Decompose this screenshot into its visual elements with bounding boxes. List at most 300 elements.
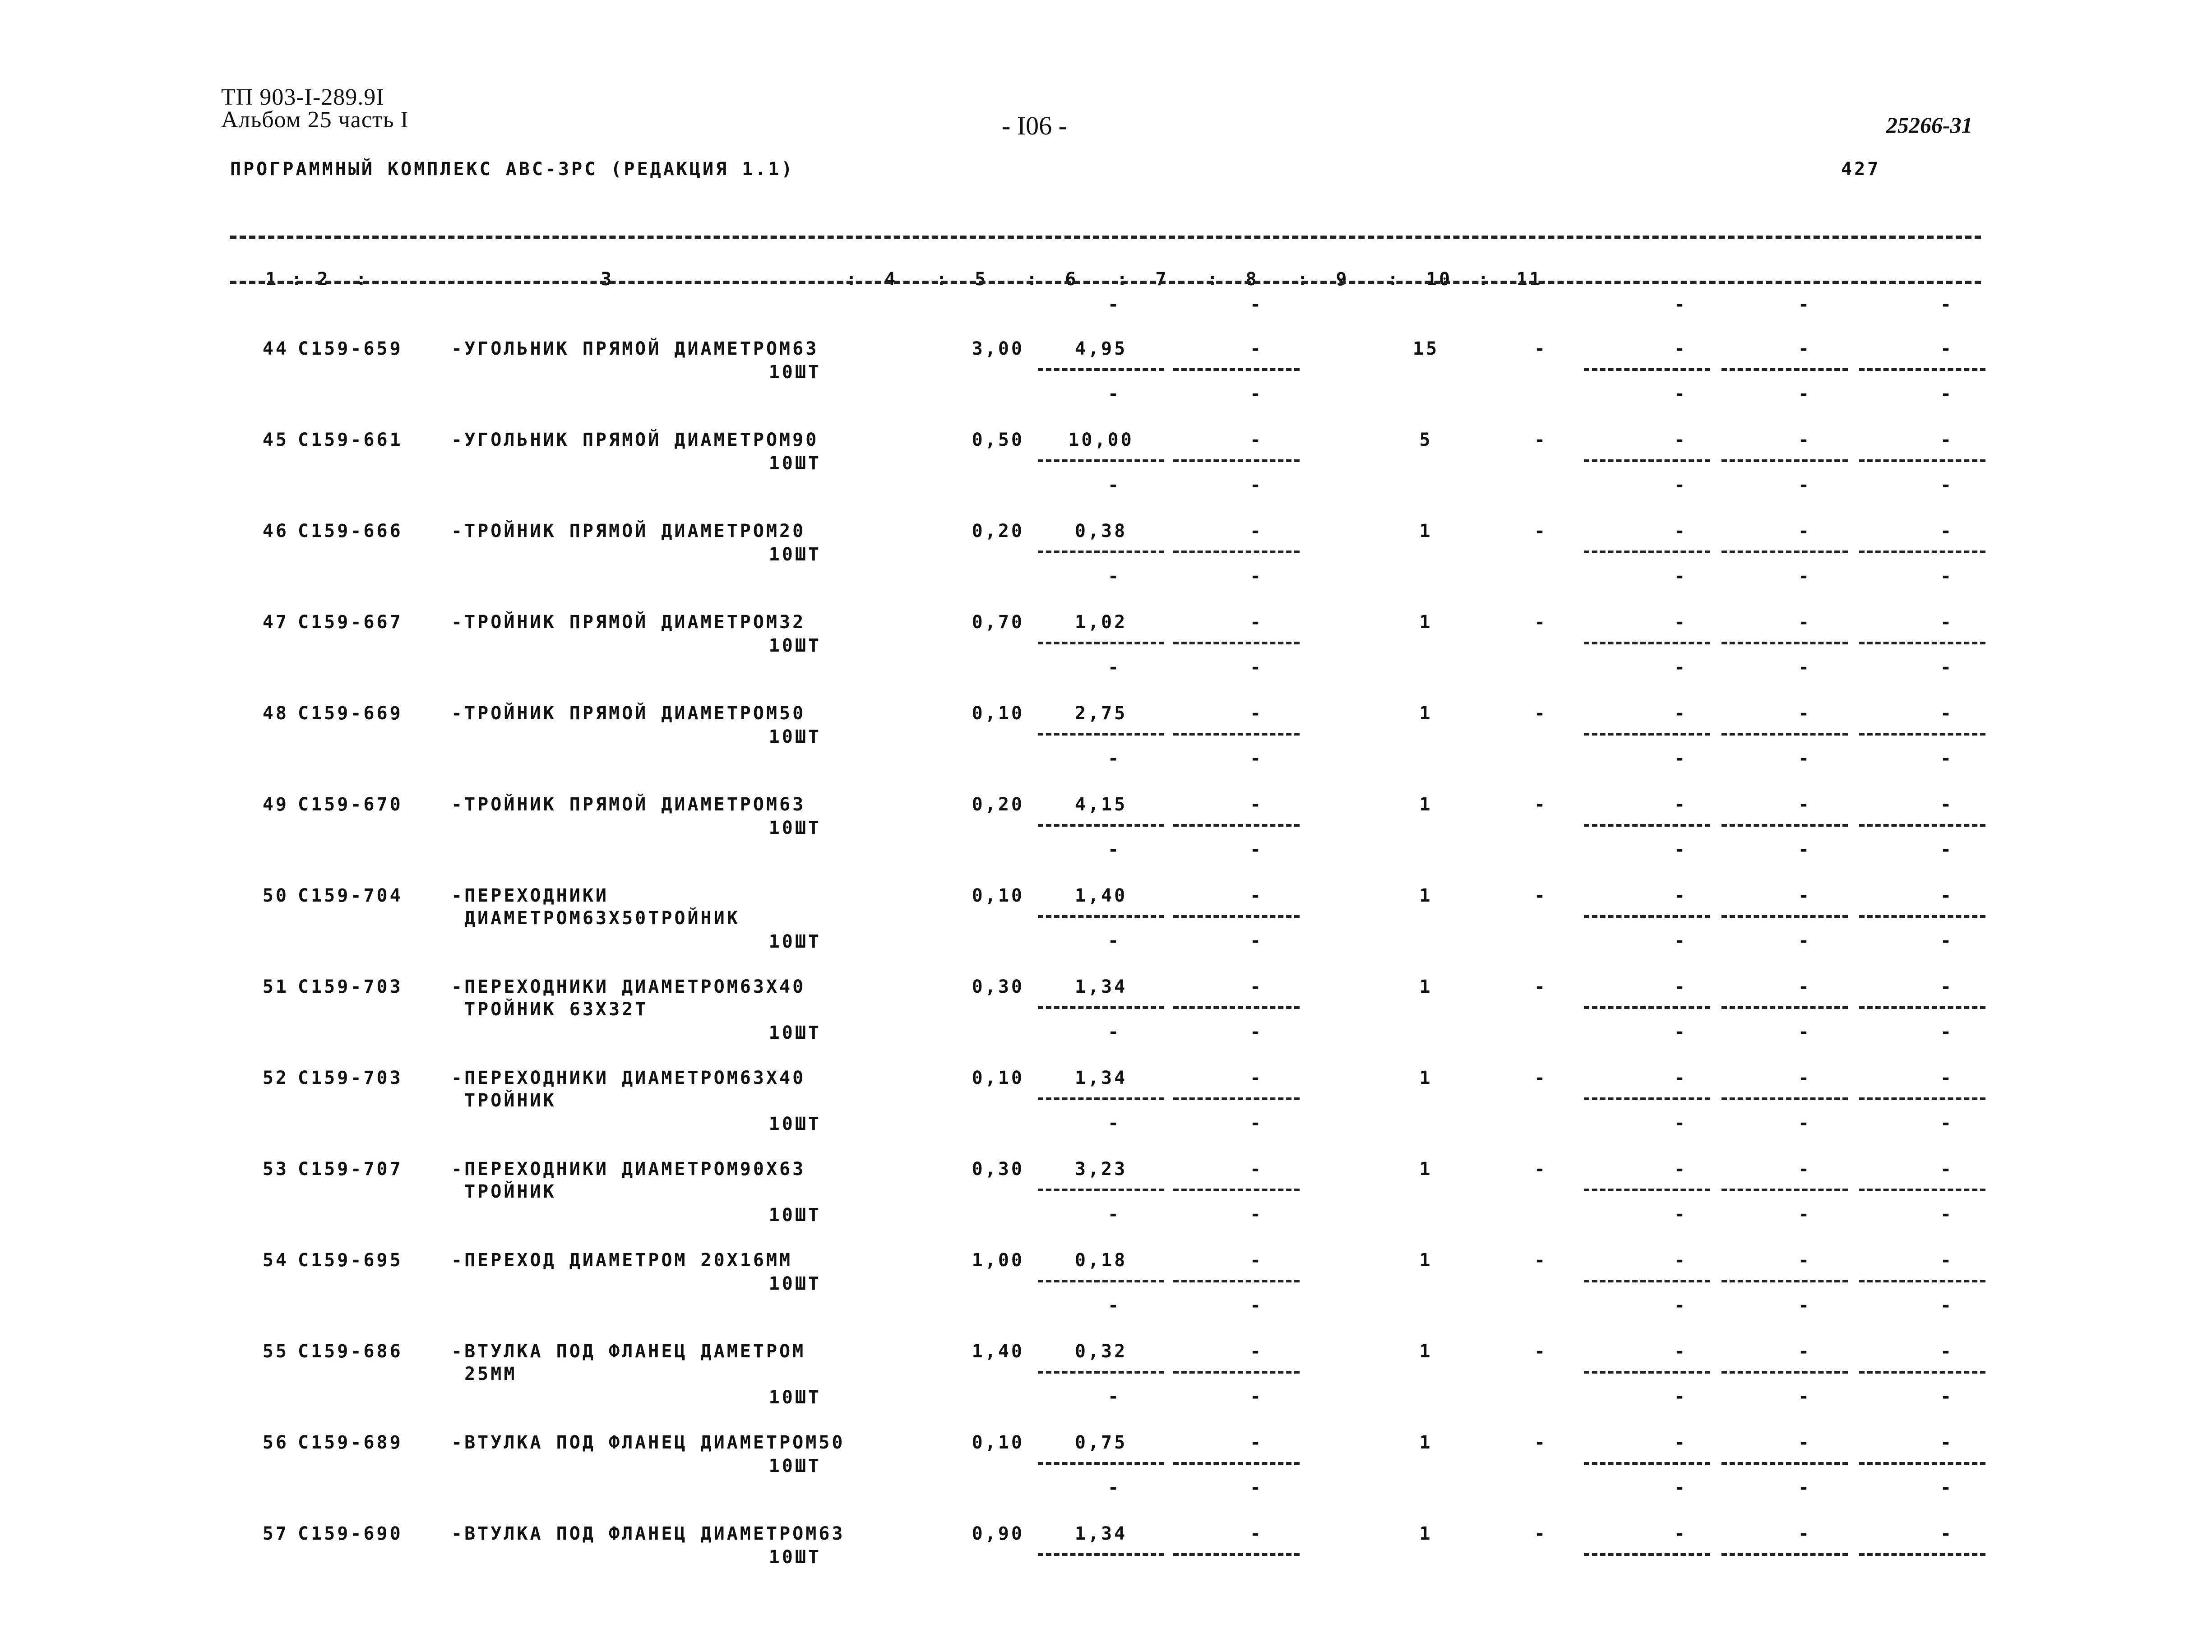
row-dash: - xyxy=(1674,1250,1685,1271)
row-unit: 10ШТ xyxy=(768,727,821,747)
row-subdash: - xyxy=(1250,839,1261,860)
row-dash: - xyxy=(1674,1523,1685,1544)
row-code: С159-666 xyxy=(298,521,403,541)
row-separator xyxy=(1584,1280,1710,1282)
row-code: С159-695 xyxy=(298,1250,403,1271)
row-dash: - xyxy=(1940,338,1952,359)
row-dash: - xyxy=(1674,1159,1685,1180)
row-subdash: - xyxy=(1250,1204,1261,1225)
row-dash: - xyxy=(1940,1341,1952,1362)
row-separator xyxy=(1173,459,1300,462)
row-unit: 10ШТ xyxy=(768,1205,821,1226)
row-dash: - xyxy=(1798,1432,1809,1453)
row-number: 45 xyxy=(262,430,289,450)
row-name: -УГОЛЬНИК ПРЯМОЙ ДИАМЕТРОМ63 xyxy=(451,338,819,359)
row-col5: 0,75 xyxy=(1074,1432,1128,1453)
row-col7: 1 xyxy=(1419,1250,1433,1271)
row-subdash: - xyxy=(1674,1295,1685,1316)
carry-dash: - xyxy=(1250,294,1261,315)
carry-dash: - xyxy=(1108,294,1119,315)
carry-dash: - xyxy=(1674,294,1685,315)
row-subdash: - xyxy=(1798,475,1809,495)
row-col7: 1 xyxy=(1419,1432,1433,1453)
row-code: С159-659 xyxy=(298,338,403,359)
row-separator xyxy=(1721,551,1848,553)
row-name: -ТРОЙНИК ПРЯМОЙ ДИАМЕТРОМ32 xyxy=(451,612,806,633)
row-subdash: - xyxy=(1108,657,1119,678)
row-name: -ВТУЛКА ПОД ФЛАНЕЦ ДИАМЕТРОМ63 xyxy=(451,1523,845,1544)
row-separator xyxy=(1721,1462,1848,1465)
row-unit: 10ШТ xyxy=(768,931,821,952)
row-name: -УГОЛЬНИК ПРЯМОЙ ДИАМЕТРОМ90 xyxy=(451,430,819,450)
header-rule-top xyxy=(230,236,1981,239)
row-subdash: - xyxy=(1250,1477,1261,1498)
row-dash: - xyxy=(1534,1068,1546,1088)
row-subdash: - xyxy=(1674,475,1685,495)
document-number: 25266-31 xyxy=(1886,112,1973,138)
row-unit: 10ШТ xyxy=(768,1114,821,1134)
row-dash: - xyxy=(1250,794,1261,815)
row-separator xyxy=(1859,1006,1985,1009)
row-unit: 10ШТ xyxy=(768,1023,821,1043)
row-separator xyxy=(1584,1189,1710,1191)
row-separator xyxy=(1038,733,1164,736)
row-col5: 1,34 xyxy=(1074,1523,1128,1544)
row-dash: - xyxy=(1534,430,1546,450)
row-subdash: - xyxy=(1674,839,1685,860)
row-separator xyxy=(1859,368,1985,371)
row-col7: 1 xyxy=(1419,703,1433,724)
row-dash: - xyxy=(1250,430,1261,450)
row-separator xyxy=(1173,1097,1300,1100)
row-subdash: - xyxy=(1798,566,1809,587)
row-number: 56 xyxy=(262,1432,289,1453)
row-number: 49 xyxy=(262,794,289,815)
row-separator xyxy=(1038,551,1164,553)
row-separator xyxy=(1173,1280,1300,1282)
row-col7: 1 xyxy=(1419,976,1433,997)
row-dash: - xyxy=(1798,521,1809,541)
row-dash: - xyxy=(1674,885,1685,906)
row-code: С159-667 xyxy=(298,612,403,633)
row-dash: - xyxy=(1250,703,1261,724)
row-subdash: - xyxy=(1250,930,1261,951)
row-col5: 1,02 xyxy=(1074,612,1128,633)
row-unit: 10ШТ xyxy=(768,1387,821,1408)
row-subdash: - xyxy=(1940,384,1952,404)
row-subdash: - xyxy=(1108,930,1119,951)
row-separator xyxy=(1038,642,1164,644)
row-separator xyxy=(1584,1553,1710,1556)
row-col4: 1,00 xyxy=(972,1250,1024,1271)
row-col4: 3,00 xyxy=(972,338,1024,359)
row-separator xyxy=(1038,1462,1164,1465)
row-number: 57 xyxy=(262,1523,289,1544)
row-col7: 1 xyxy=(1419,1341,1433,1362)
row-name: -ТРОЙНИК ПРЯМОЙ ДИАМЕТРОМ63 xyxy=(451,794,806,815)
row-subdash: - xyxy=(1674,1204,1685,1225)
row-dash: - xyxy=(1534,885,1546,906)
row-subdash: - xyxy=(1798,1113,1809,1134)
row-subdash: - xyxy=(1108,566,1119,587)
row-dash: - xyxy=(1250,1432,1261,1453)
row-dash: - xyxy=(1534,976,1546,997)
row-separator xyxy=(1038,1371,1164,1374)
row-separator xyxy=(1038,1189,1164,1191)
row-separator xyxy=(1721,642,1848,644)
row-name-cont: ТРОЙНИК xyxy=(451,1181,556,1202)
row-code: С159-690 xyxy=(298,1523,403,1544)
row-subdash: - xyxy=(1108,1295,1119,1316)
row-subdash: - xyxy=(1674,748,1685,769)
row-separator xyxy=(1038,1280,1164,1282)
row-separator xyxy=(1721,459,1848,462)
row-subdash: - xyxy=(1798,1204,1809,1225)
row-dash: - xyxy=(1940,976,1952,997)
row-dash: - xyxy=(1798,338,1809,359)
row-name: -ПЕРЕХОДНИКИ ДИАМЕТРОМ90Х63 xyxy=(451,1159,806,1180)
row-col4: 0,70 xyxy=(972,612,1024,633)
row-col7: 5 xyxy=(1419,430,1433,450)
row-dash: - xyxy=(1940,430,1952,450)
row-separator xyxy=(1721,915,1848,918)
row-name-cont: ТРОЙНИК 63Х32Т xyxy=(451,999,648,1020)
row-unit: 10ШТ xyxy=(768,1456,821,1476)
row-col5: 1,34 xyxy=(1074,1068,1128,1088)
row-separator xyxy=(1584,1462,1710,1465)
row-col7: 1 xyxy=(1419,794,1433,815)
row-subdash: - xyxy=(1940,839,1952,860)
row-separator xyxy=(1859,1097,1985,1100)
row-separator xyxy=(1038,368,1164,371)
row-col4: 0,30 xyxy=(972,1159,1024,1180)
row-col4: 0,30 xyxy=(972,976,1024,997)
row-separator xyxy=(1859,551,1985,553)
row-number: 50 xyxy=(262,885,289,906)
row-col4: 0,20 xyxy=(972,521,1024,541)
row-dash: - xyxy=(1798,612,1809,633)
row-name: -ПЕРЕХОДНИКИ ДИАМЕТРОМ63Х40 xyxy=(451,976,806,997)
row-name: -ВТУЛКА ПОД ФЛАНЕЦ ДАМЕТРОМ xyxy=(451,1341,806,1362)
row-dash: - xyxy=(1674,338,1685,359)
row-dash: - xyxy=(1674,521,1685,541)
row-dash: - xyxy=(1250,612,1261,633)
row-number: 55 xyxy=(262,1341,289,1362)
row-dash: - xyxy=(1674,703,1685,724)
row-dash: - xyxy=(1798,1341,1809,1362)
row-subdash: - xyxy=(1940,657,1952,678)
row-subdash: - xyxy=(1674,1022,1685,1042)
row-separator xyxy=(1721,733,1848,736)
row-code: С159-703 xyxy=(298,976,403,997)
row-subdash: - xyxy=(1674,930,1685,951)
row-col5: 3,23 xyxy=(1074,1159,1128,1180)
row-dash: - xyxy=(1798,885,1809,906)
row-subdash: - xyxy=(1108,1113,1119,1134)
row-subdash: - xyxy=(1798,1477,1809,1498)
row-number: 46 xyxy=(262,521,289,541)
row-dash: - xyxy=(1798,794,1809,815)
row-subdash: - xyxy=(1940,748,1952,769)
row-name-cont: ТРОЙНИК xyxy=(451,1090,556,1111)
row-dash: - xyxy=(1250,1250,1261,1271)
row-subdash: - xyxy=(1674,566,1685,587)
row-dash: - xyxy=(1798,430,1809,450)
row-separator xyxy=(1173,368,1300,371)
row-dash: - xyxy=(1250,521,1261,541)
row-name: -ТРОЙНИК ПРЯМОЙ ДИАМЕТРОМ20 xyxy=(451,521,806,541)
row-code: С159-661 xyxy=(298,430,403,450)
row-dash: - xyxy=(1534,521,1546,541)
row-subdash: - xyxy=(1940,1204,1952,1225)
row-unit: 10ШТ xyxy=(768,635,821,656)
row-name: -ВТУЛКА ПОД ФЛАНЕЦ ДИАМЕТРОМ50 xyxy=(451,1432,845,1453)
row-col7: 1 xyxy=(1419,612,1433,633)
row-dash: - xyxy=(1674,794,1685,815)
row-separator xyxy=(1859,1462,1985,1465)
row-separator xyxy=(1584,459,1710,462)
row-subdash: - xyxy=(1108,748,1119,769)
row-col5: 1,40 xyxy=(1074,885,1128,906)
row-dash: - xyxy=(1534,1341,1546,1362)
row-separator xyxy=(1584,1006,1710,1009)
row-col5: 4,95 xyxy=(1074,338,1128,359)
row-separator xyxy=(1859,915,1985,918)
row-col7: 15 xyxy=(1412,338,1439,359)
row-separator xyxy=(1859,1371,1985,1374)
row-col7: 1 xyxy=(1419,1068,1433,1088)
row-code: С159-704 xyxy=(298,885,403,906)
row-dash: - xyxy=(1940,1068,1952,1088)
row-dash: - xyxy=(1940,1523,1952,1544)
row-separator xyxy=(1038,1553,1164,1556)
row-subdash: - xyxy=(1940,1295,1952,1316)
row-dash: - xyxy=(1250,1159,1261,1180)
row-col4: 0,10 xyxy=(972,703,1024,724)
row-dash: - xyxy=(1940,794,1952,815)
row-subdash: - xyxy=(1108,839,1119,860)
row-dash: - xyxy=(1250,976,1261,997)
row-subdash: - xyxy=(1940,930,1952,951)
row-separator xyxy=(1173,915,1300,918)
row-subdash: - xyxy=(1674,1477,1685,1498)
row-dash: - xyxy=(1940,1432,1952,1453)
row-separator xyxy=(1584,1097,1710,1100)
row-separator xyxy=(1584,368,1710,371)
row-col5: 1,34 xyxy=(1074,976,1128,997)
row-separator xyxy=(1173,1553,1300,1556)
row-col5: 4,15 xyxy=(1074,794,1128,815)
row-dash: - xyxy=(1534,703,1546,724)
row-subdash: - xyxy=(1674,384,1685,404)
row-dash: - xyxy=(1534,612,1546,633)
row-number: 54 xyxy=(262,1250,289,1271)
row-dash: - xyxy=(1940,612,1952,633)
row-subdash: - xyxy=(1108,1477,1119,1498)
row-number: 47 xyxy=(262,612,289,633)
row-subdash: - xyxy=(1250,1113,1261,1134)
row-code: С159-686 xyxy=(298,1341,403,1362)
row-subdash: - xyxy=(1798,1386,1809,1407)
row-dash: - xyxy=(1674,976,1685,997)
program-title: ПРОГРАММНЫЙ КОМПЛЕКС АВС-3РС (РЕДАКЦИЯ 1.1) xyxy=(230,159,795,180)
row-subdash: - xyxy=(1250,384,1261,404)
row-dash: - xyxy=(1798,1068,1809,1088)
row-unit: 10ШТ xyxy=(768,1273,821,1294)
row-dash: - xyxy=(1534,794,1546,815)
row-dash: - xyxy=(1534,1159,1546,1180)
row-number: 53 xyxy=(262,1159,289,1180)
row-col5: 0,38 xyxy=(1074,521,1128,541)
row-col7: 1 xyxy=(1419,521,1433,541)
row-subdash: - xyxy=(1250,657,1261,678)
row-subdash: - xyxy=(1108,1386,1119,1407)
row-code: С159-670 xyxy=(298,794,403,815)
row-subdash: - xyxy=(1250,566,1261,587)
row-dash: - xyxy=(1798,1159,1809,1180)
row-subdash: - xyxy=(1940,1477,1952,1498)
row-subdash: - xyxy=(1250,1022,1261,1042)
row-separator xyxy=(1584,915,1710,918)
row-separator xyxy=(1859,1280,1985,1282)
row-separator xyxy=(1584,1371,1710,1374)
row-separator xyxy=(1038,459,1164,462)
row-subdash: - xyxy=(1674,1386,1685,1407)
row-separator xyxy=(1859,1553,1985,1556)
row-col5: 2,75 xyxy=(1074,703,1128,724)
row-subdash: - xyxy=(1798,384,1809,404)
row-name: -ПЕРЕХОДНИКИ ДИАМЕТРОМ63Х40 xyxy=(451,1068,806,1088)
row-subdash: - xyxy=(1798,839,1809,860)
row-number: 44 xyxy=(262,338,289,359)
carry-dash: - xyxy=(1798,294,1809,315)
row-dash: - xyxy=(1250,885,1261,906)
row-separator xyxy=(1038,1006,1164,1009)
row-subdash: - xyxy=(1940,1386,1952,1407)
row-col4: 0,10 xyxy=(972,885,1024,906)
row-separator xyxy=(1721,1553,1848,1556)
row-col4: 0,10 xyxy=(972,1068,1024,1088)
row-code: С159-703 xyxy=(298,1068,403,1088)
row-separator xyxy=(1173,642,1300,644)
row-separator xyxy=(1173,733,1300,736)
row-col7: 1 xyxy=(1419,1523,1433,1544)
row-col4: 0,90 xyxy=(972,1523,1024,1544)
row-col5: 0,32 xyxy=(1074,1341,1128,1362)
row-separator xyxy=(1859,733,1985,736)
row-dash: - xyxy=(1534,338,1546,359)
row-separator xyxy=(1584,642,1710,644)
row-unit: 10ШТ xyxy=(768,362,821,383)
row-dash: - xyxy=(1250,338,1261,359)
row-separator xyxy=(1038,1097,1164,1100)
row-dash: - xyxy=(1940,1159,1952,1180)
row-separator xyxy=(1173,1006,1300,1009)
row-number: 51 xyxy=(262,976,289,997)
row-dash: - xyxy=(1940,885,1952,906)
row-subdash: - xyxy=(1250,475,1261,495)
row-dash: - xyxy=(1250,1523,1261,1544)
row-subdash: - xyxy=(1798,1022,1809,1042)
row-subdash: - xyxy=(1108,1022,1119,1042)
row-subdash: - xyxy=(1250,748,1261,769)
row-subdash: - xyxy=(1798,930,1809,951)
row-dash: - xyxy=(1534,1432,1546,1453)
row-subdash: - xyxy=(1798,657,1809,678)
row-subdash: - xyxy=(1940,1022,1952,1042)
row-subdash: - xyxy=(1940,475,1952,495)
row-dash: - xyxy=(1674,1341,1685,1362)
stamp-line-2: Альбом 25 часть I xyxy=(221,107,409,133)
row-unit: 10ШТ xyxy=(768,818,821,838)
row-subdash: - xyxy=(1108,384,1119,404)
row-col4: 0,20 xyxy=(972,794,1024,815)
column-numbers: 1 : 2 : 3 : 4 : 5 : 6 : 7 : 8 : 9 : 10 : 11 xyxy=(265,269,1542,290)
row-subdash: - xyxy=(1250,1295,1261,1316)
row-dash: - xyxy=(1798,1250,1809,1271)
row-separator xyxy=(1721,1097,1848,1100)
row-name: -ПЕРЕХОД ДИАМЕТРОМ 20Х16ММ xyxy=(451,1250,793,1271)
row-separator xyxy=(1859,1189,1985,1191)
row-col7: 1 xyxy=(1419,885,1433,906)
row-separator xyxy=(1584,824,1710,827)
row-subdash: - xyxy=(1250,1386,1261,1407)
row-dash: - xyxy=(1798,703,1809,724)
carry-dash: - xyxy=(1940,294,1952,315)
row-separator xyxy=(1173,1371,1300,1374)
row-dash: - xyxy=(1940,1250,1952,1271)
row-dash: - xyxy=(1250,1068,1261,1088)
row-col4: 0,50 xyxy=(972,430,1024,450)
row-unit: 10ШТ xyxy=(768,544,821,565)
row-separator xyxy=(1721,1280,1848,1282)
row-name-cont: ДИАМЕТРОМ63Х50ТРОЙНИК xyxy=(451,908,740,929)
row-separator xyxy=(1038,824,1164,827)
row-separator xyxy=(1584,733,1710,736)
row-separator xyxy=(1173,1462,1300,1465)
row-number: 52 xyxy=(262,1068,289,1088)
row-name: -ПЕРЕХОДНИКИ xyxy=(451,885,609,906)
row-dash: - xyxy=(1798,976,1809,997)
row-col7: 1 xyxy=(1419,1159,1433,1180)
row-separator xyxy=(1721,824,1848,827)
row-subdash: - xyxy=(1108,1204,1119,1225)
row-separator xyxy=(1721,1189,1848,1191)
row-subdash: - xyxy=(1674,657,1685,678)
row-separator xyxy=(1859,459,1985,462)
row-dash: - xyxy=(1674,612,1685,633)
row-separator xyxy=(1859,642,1985,644)
row-dash: - xyxy=(1940,703,1952,724)
row-code: С159-669 xyxy=(298,703,403,724)
row-col4: 1,40 xyxy=(972,1341,1024,1362)
row-subdash: - xyxy=(1798,1295,1809,1316)
row-dash: - xyxy=(1674,1432,1685,1453)
row-code: С159-707 xyxy=(298,1159,403,1180)
row-dash: - xyxy=(1250,1341,1261,1362)
header-rule-bottom xyxy=(230,281,1981,284)
row-separator xyxy=(1721,368,1848,371)
row-separator xyxy=(1721,1006,1848,1009)
stamp-line-1: ТП 903-I-289.9I xyxy=(221,84,384,110)
row-unit: 10ШТ xyxy=(768,453,821,474)
row-name: -ТРОЙНИК ПРЯМОЙ ДИАМЕТРОМ50 xyxy=(451,703,806,724)
row-subdash: - xyxy=(1674,1113,1685,1134)
row-col5: 10,00 xyxy=(1068,430,1134,450)
row-dash: - xyxy=(1534,1523,1546,1544)
row-separator xyxy=(1584,551,1710,553)
row-separator xyxy=(1173,551,1300,553)
